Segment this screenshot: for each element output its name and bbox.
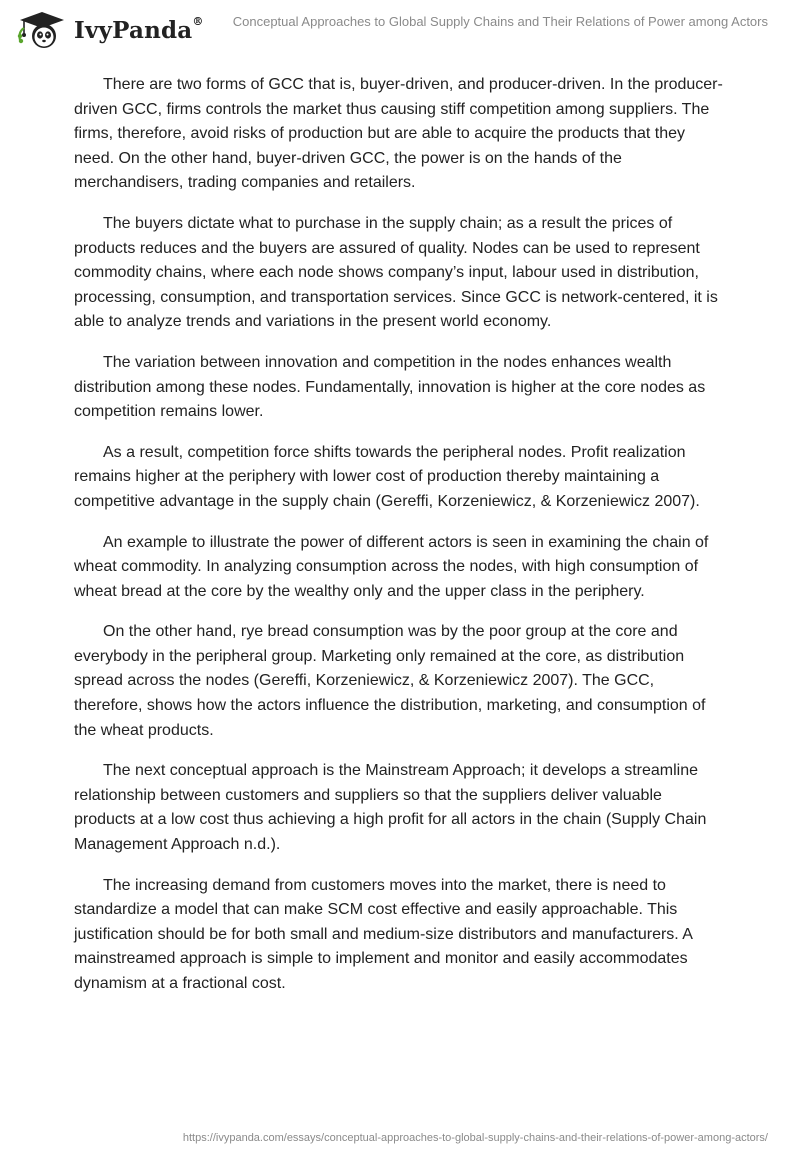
ivypanda-logo[interactable] (16, 10, 204, 50)
panda-graduate-icon (16, 10, 68, 50)
paragraph: The variation between innovation and competition in the nodes enhances wealth distribution among these nodes. Fundamentally, innovation is higher at the core nodes as competition remains lower. (74, 353, 706, 421)
paragraph: There are two forms of GCC that is, buyer-driven, and producer-driven. In the producer-driven GCC, firms controls the market thus causing stiff competition among suppliers. The firms, therefore, avoid risks of production but are able to acquire the products that they need. On the other hand, buyer-driven GCC, the power is on the hands of the merchandisers, trading companies and retailers. (74, 76, 723, 192)
paragraph: As a result, competition force shifts towards the peripheral nodes. Profit realization remains higher at the periphery with lower cost of production thereby maintaining a competitive advantage in the supply chain (Gereffi, Korzeniewicz, & Korzeniewicz 2007). (74, 443, 700, 510)
paragraph: The buyers dictate what to purchase in the supply chain; as a result the prices of products reduces and the buyers are assured of quality. Nodes can be used to represent commodity chains, where each node shows company’s input, labour used in distribution, processing, consumption, and transportation services. Since GCC is network-centered, it is able to analyze trends and variations in the present world economy. (74, 214, 718, 331)
document-title: Conceptual Approaches to Global Supply Chains and Their Relations of Power among Actors (232, 14, 768, 29)
page-header (0, 0, 800, 60)
source-url[interactable]: https://ivypanda.com/essays/conceptual-approaches-to-global-supply-chains-and-their-relations-of-power-among-actors/ (182, 1132, 768, 1144)
paragraph: The increasing demand from customers moves into the market, there is need to standardize a model that can make SCM cost effective and easily approachable. This justification should be for both small and medium-size distributors and manufacturers. A mainstreamed approach is simple to implement and monitor and easily accommodates dynamism at a fractional cost. (74, 876, 693, 992)
paragraph: The next conceptual approach is the Mainstream Approach; it develops a streamline relationship between customers and suppliers so that the suppliers deliver valuable products at a low cost thus achieving a high profit for all actors in the chain (Supply Chain Management Approach n.d.). (74, 762, 707, 854)
essay-body (74, 73, 724, 1013)
paragraph: An example to illustrate the power of different actors is seen in examining the chain of wheat commodity. In analyzing consumption across the nodes, with high consumption of wheat bread at the core by the wealthy only and the upper class in the periphery. (74, 533, 709, 600)
registered-mark: ® (192, 14, 204, 28)
brand-name: IvyPanda® (74, 14, 204, 44)
paragraph: On the other hand, rye bread consumption was by the poor group at the core and everybody in the peripheral group. Marketing only remained at the core, as distribution spread across the nodes (Gereffi, Korzeniewicz, & Korzeniewicz 2007). The GCC, therefore, shows how the actors influence the distribution, marketing, and consumption of the wheat products. (74, 623, 706, 739)
